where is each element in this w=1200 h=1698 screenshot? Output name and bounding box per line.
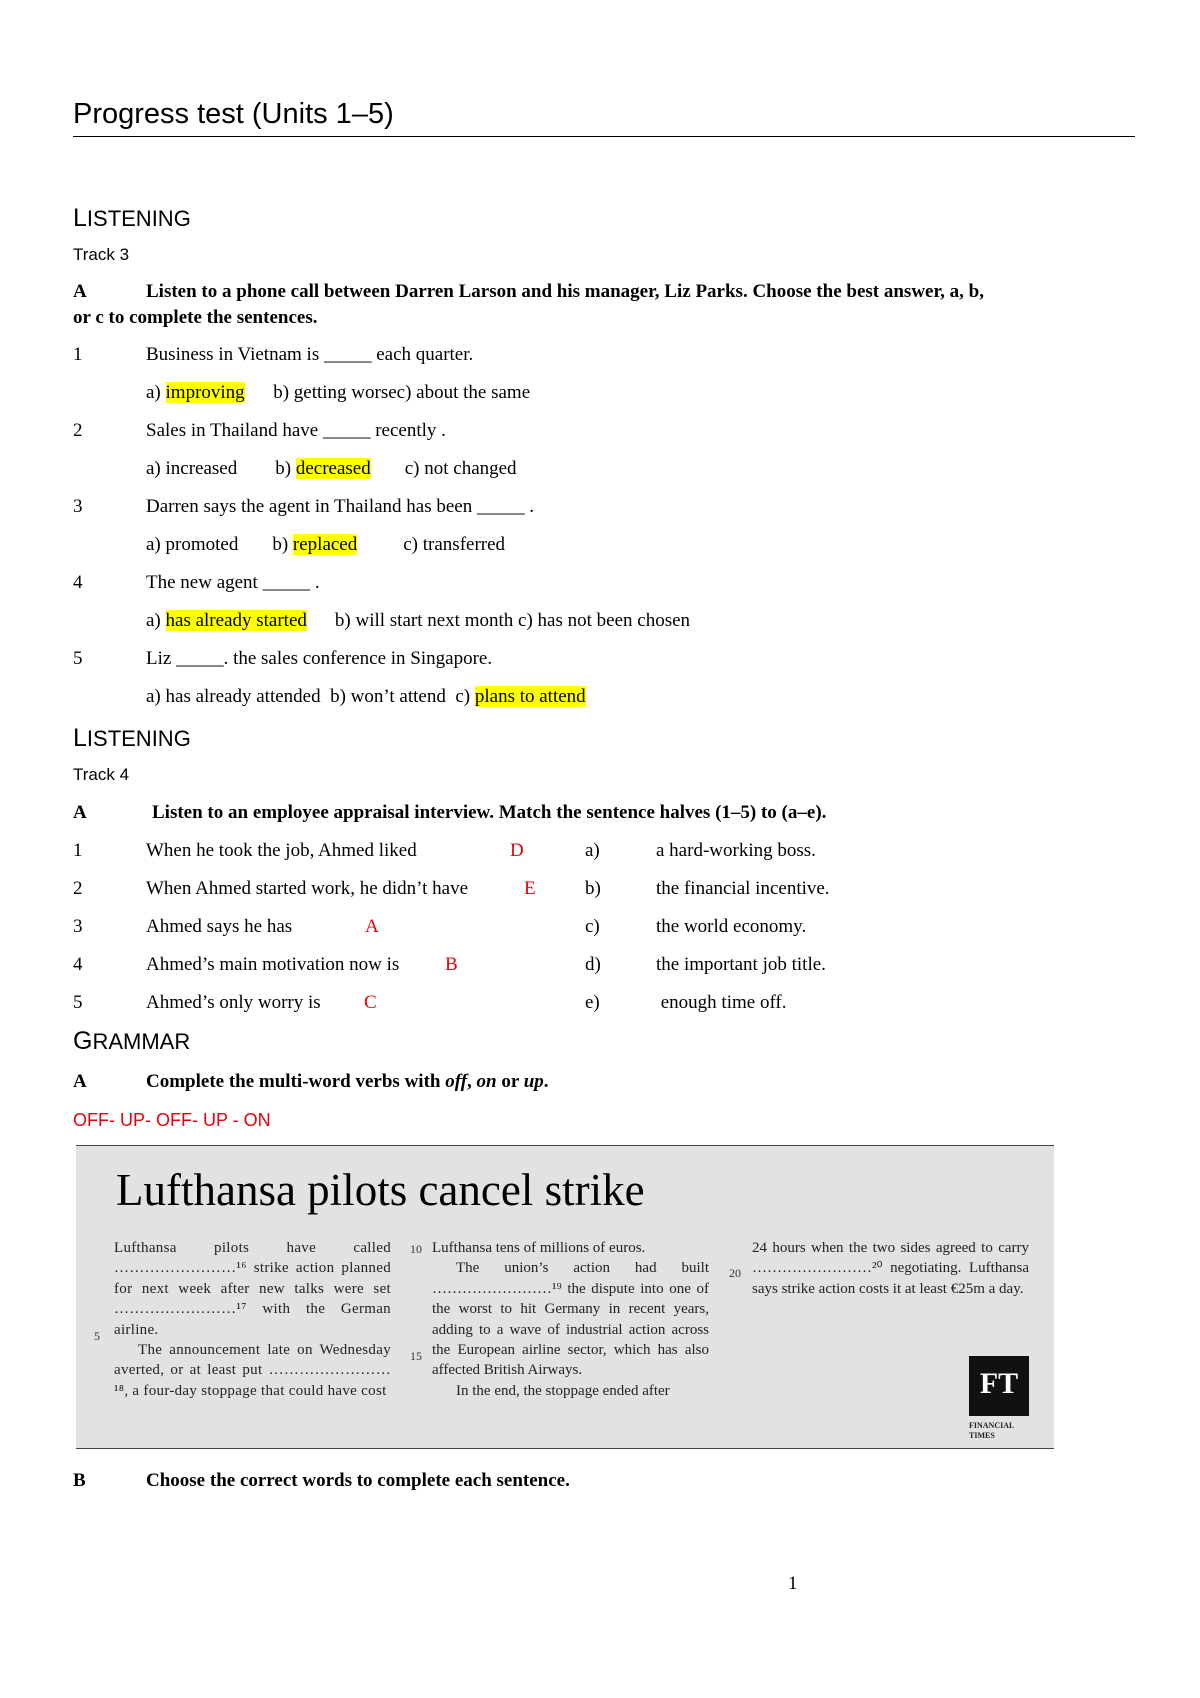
answer-options: a) promoted b) replaced c) transferred [146,534,506,555]
line-number: 5 [94,1329,100,1343]
title-rule [73,136,1135,137]
section-heading-listening: LISTENING [73,724,191,752]
match-right: the world economy. [656,916,807,937]
line-number: 10 [410,1242,422,1256]
match-left: When he took the job, Ahmed liked [146,840,417,861]
written-answer: B [445,954,458,975]
line-number: 15 [410,1349,422,1363]
highlighted-answer: has already started [165,610,307,631]
question-number: 1 [73,344,83,365]
match-number: 3 [73,916,83,937]
page-number: 1 [788,1573,798,1594]
match-letter: b) [585,878,601,899]
question-text: Liz _____. the sales conference in Singapore. [146,648,493,669]
written-answers: OFF- UP- OFF- UP - ON [73,1110,271,1130]
section-heading-grammar: GRAMMAR [73,1027,191,1055]
match-right: the important job title. [656,954,826,975]
answer-options: a) has already attended b) won’t attend c) plans to attend [146,686,586,707]
exercise-letter: A [73,281,87,302]
exercise-instruction-cont: or c to complete the sentences. [73,307,318,328]
answer-options: a) improving b) getting worsec) about the same [146,382,531,403]
match-right: the financial incentive. [656,878,830,899]
question-number: 5 [73,648,83,669]
match-right: enough time off. [656,992,787,1013]
answer-options: a) increased b) decreased c) not changed [146,458,517,479]
ft-logo: FT [969,1356,1029,1416]
highlighted-answer: replaced [292,534,358,555]
section-heading-listening: LISTENING [73,204,191,232]
article-column-2: Lufthansa tens of millions of euros. The union’s action had built ……………………¹⁹ the dispute into one of the worst to hit Germany in recent years, adding to a wave of industrial action across the European airline sector, which has also affected British Airways. In the end, the stoppage ended after [432,1240,709,1399]
question-text: The new agent _____ . [146,572,320,593]
question-number: 4 [73,572,83,593]
exercise-instruction: Complete the multi-word verbs with off, on or up. [146,1071,549,1092]
highlighted-answer: plans to attend [474,686,586,707]
question-text: Sales in Thailand have _____ recently . [146,420,446,441]
ft-logo-text: FINANCIAL TIMES [969,1421,1015,1440]
exercise-letter: A [73,1071,87,1092]
track-label: Track 3 [73,245,130,264]
article-headline: Lufthansa pilots cancel strike [116,1165,645,1215]
match-letter: a) [585,840,600,861]
highlighted-answer: improving [165,382,245,403]
exercise-instruction: Listen to a phone call between Darren Larson and his manager, Liz Parks. Choose the best answer, a, b, [146,281,984,302]
exercise-letter: B [73,1470,86,1491]
question-number: 3 [73,496,83,517]
article-column-1: Lufthansa pilots have called ……………………¹⁶ strike action planned for next week after new talks were set ……………………¹⁷ with the German airline. The announcement late on Wednesday averted, or at least put ……………………¹⁸, a four-day stoppage that could have cost [114,1240,391,1399]
line-number: 20 [729,1266,741,1280]
match-number: 5 [73,992,83,1013]
written-answer: C [364,992,377,1013]
match-number: 4 [73,954,83,975]
match-left: When Ahmed started work, he didn’t have [146,878,469,899]
match-letter: e) [585,992,600,1013]
article-column-3: 24 hours when the two sides agreed to carry ……………………²⁰ negotiating. Lufthansa says strike action costs it at least €25m a day. [752,1240,1029,1297]
newspaper-article [76,1145,1054,1449]
track-label: Track 4 [73,765,130,784]
question-text: Darren says the agent in Thailand has been _____ . [146,496,534,517]
written-answer: E [524,878,536,899]
match-right: a hard-working boss. [656,840,816,861]
question-number: 2 [73,420,83,441]
match-number: 2 [73,878,83,899]
written-answer: D [510,840,524,861]
exercise-instruction: Listen to an employee appraisal interview. Match the sentence halves (1–5) to (a–e). [152,802,827,823]
highlighted-answer: decreased [295,458,371,479]
answer-options: a) has already started b) will start next month c) has not been chosen [146,610,691,631]
match-left: Ahmed’s only worry is [146,992,321,1013]
question-text: Business in Vietnam is _____ each quarter. [146,344,474,365]
match-letter: c) [585,916,600,937]
match-letter: d) [585,954,601,975]
match-left: Ahmed’s main motivation now is [146,954,400,975]
match-left: Ahmed says he has [146,916,293,937]
exercise-letter: A [73,802,87,823]
page-title: Progress test (Units 1–5) [73,98,394,130]
exercise-instruction: Choose the correct words to complete each sentence. [146,1470,570,1491]
written-answer: A [365,916,379,937]
match-number: 1 [73,840,83,861]
